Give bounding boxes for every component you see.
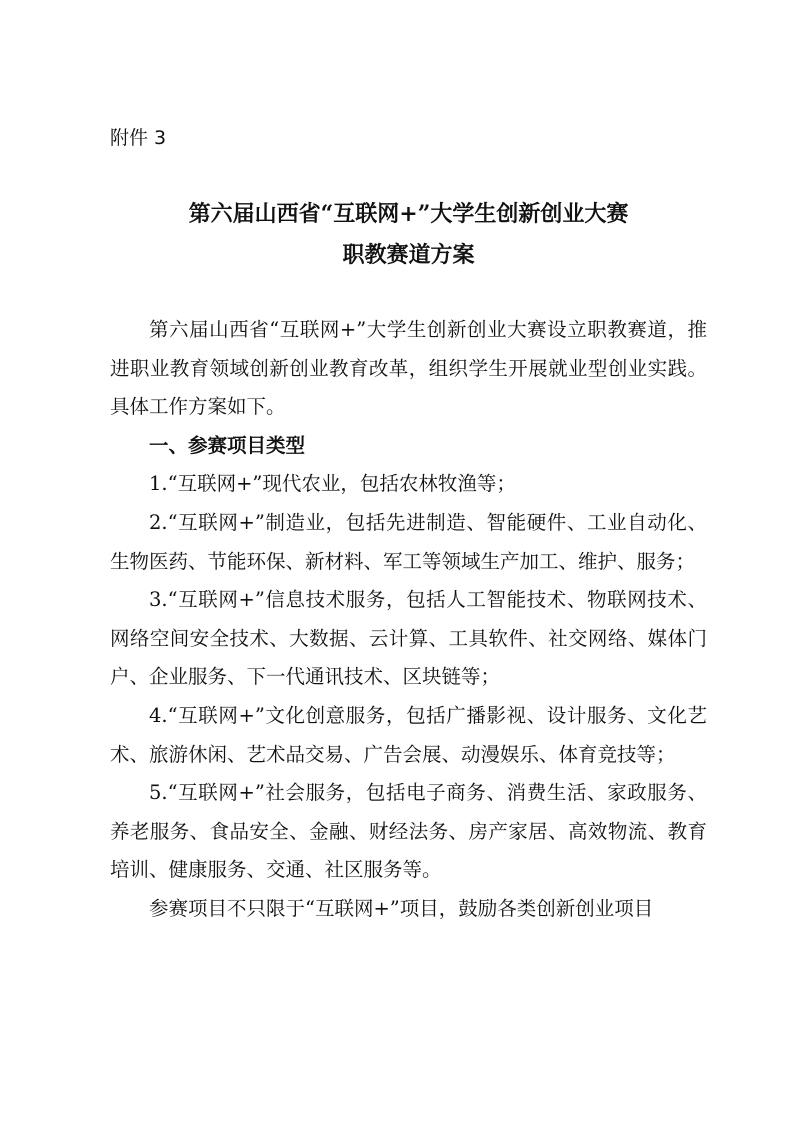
closing-paragraph: 参赛项目不只限于“互联网+”项目，鼓励各类创新创业项目: [149, 896, 654, 920]
intro-paragraph: 第六届山西省“互联网+”大学生创新创业大赛设立职教赛道，推进职业教育领域创新创业教育改革，组织学生开展就业型创业实践。具体工作方案如下。: [110, 318, 707, 419]
list-item: 5.“互联网+”社会服务，包括电子商务、消费生活、家政服务、养老服务、食品安全、金融、财经法务、房产家居、高效物流、教育培训、健康服务、交通、社区服务等。: [110, 781, 707, 882]
section-heading-project-types: 一、参赛项目类型: [149, 433, 306, 457]
attachment-label: 附件 3: [110, 127, 167, 149]
list-item: 2.“互联网+”制造业，包括先进制造、智能硬件、工业自动化、生物医药、节能环保、新材料、军工等领域生产加工、维护、服务；: [110, 510, 707, 573]
document-body: [110, 311, 707, 929]
document-title-line-1: 第六届山西省“互联网+”大学生创新创业大赛: [188, 201, 629, 227]
list-item: 1.“互联网+”现代农业，包括农林牧渔等；: [149, 472, 516, 496]
document-title-line-2: 职教赛道方案: [342, 242, 475, 268]
list-item: 4.“互联网+”文化创意服务，包括广播影视、设计服务、文化艺术、旅游休闲、艺术品交易、广告会展、动漫娱乐、体育竞技等；: [110, 703, 707, 766]
list-item: 3.“互联网+”信息技术服务，包括人工智能技术、物联网技术、网络空间安全技术、大数据、云计算、工具软件、社交网络、媒体门户、企业服务、下一代通讯技术、区块链等；: [110, 588, 707, 689]
